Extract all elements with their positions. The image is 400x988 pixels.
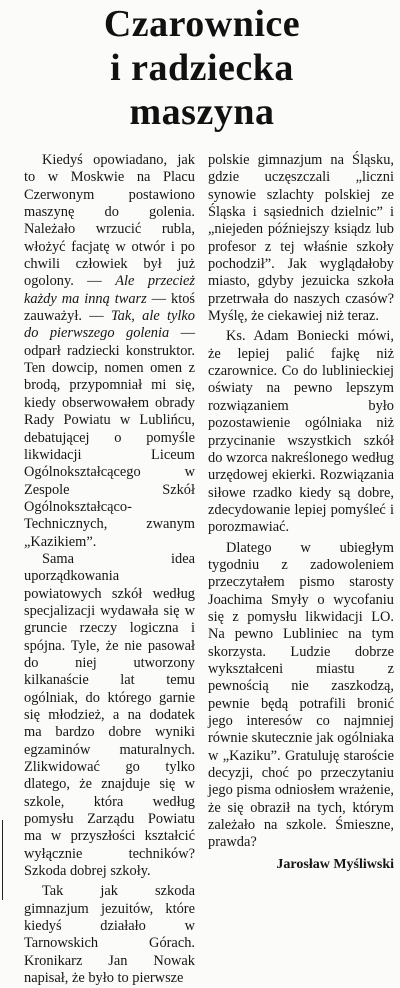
article-column-right	[208, 152, 394, 873]
paragraph: Dlatego w ubiegłym tygodniu z zadowoleniem przeczytałem pismo starosty Joachima Smyły o wycofaniu się z pomysłu likwidacji LO. Na pewno Lubliniec na tym skorzysta. Ludzie dobrze wykształceni miastu z pewnością nie zaszkodzą, pewnie będą potrafili bronić jego interesów co najmniej równie skutecznie jak ogólniaka w „Kaziku”. Gratuluję staroście decyzji, choć po przeczytaniu jego pisma odniosłem wrażenie, że się obraził na tych, którym zależało na szkole. Śmieszne, prawda?	[208, 539, 394, 851]
text-run: — odparł radziecki konstruktor. Ten dowcip, nomen omen z brodą, przypomniał mi się, kiedy obserwowałem obrady Rady Powiatu w Lublińcu, debatującej o pomyśle likwidacji Liceum Ogólnokształcącego w Zespole Szkół Ogólnokształcąco-Technicznych, zwanym „Kazikiem”.	[24, 325, 195, 550]
paragraph: Tak jak szkoda gimnazjum jezuitów, które kiedyś działało w Tarnowskich Górach. Kronikarz Jan Nowak napisał, że było to pierwsze	[24, 883, 195, 987]
headline-line-2: i radziecka	[110, 47, 294, 89]
article-column-left	[24, 152, 195, 988]
paragraph: polskie gimnazjum na Śląsku, gdzie uczęszczali „liczni synowie szlachty polskiej ze Śląska i sąsiednich dzielnic” i „niejeden późniejszy ksiądz lub profesor z tej właśnie szkoły pochodził”. Jak wyglądałoby miasto, gdyby jezuicka szkoła przetrwała do naszych czasów? Myślę, że ciekawiej niż teraz.	[208, 152, 394, 325]
text-run: Kiedyś opowiadano, jak to w Moskwie na Placu Czerwonym postawiono maszynę do golenia. Należało wrzucić rubla, włożyć facjatę w otwór i po chwili człowiek był już ogolony. —	[24, 152, 195, 290]
quote-italic: Ale przecież każdy ma inną twarz	[24, 273, 195, 307]
headline-line-1: Czarownice	[103, 3, 301, 45]
quote-italic: Tak, ale tylko do pierwszego golenia	[24, 308, 195, 342]
article-headline	[12, 2, 392, 134]
paragraph: Sama idea uporządkowania powiatowych szkół według specjalizacji wydawała się w gruncie rzeczy logiczna i spójna. Tyle, że nie pasował do niej utworzony kilkanaście lat temu ogólniak, do którego garnie się młodzież, a na dodatek ma bardzo dobre wyniki egzaminów maturalnych. Zlikwidować go tylko dlatego, że znajduje się w szkole, która według pomysłu Zarządu Powiatu ma w przyszłości kształcić wyłącznie techników? Szkoda dobrej szkoły.	[24, 550, 195, 880]
paragraph	[24, 152, 195, 551]
author-signature: Jarosław Myśliwski	[276, 856, 394, 872]
paragraph: Ks. Adam Boniecki mówi, że lepiej palić fajkę niż czarownice. Co do lublinieckiej oświaty na pewno lepszym rozwiązaniem było pozostawienie ogólniaka niż przycinanie wszystkich szkół do wzorca nakreślonego według urzędowej ekierki. Rozwiązania siłowe rzadko kiedy są dobre, zdecydowanie lepiej pomyśleć i porozmawiać.	[208, 328, 394, 536]
margin-rule	[2, 820, 3, 900]
headline-line-3: maszyna	[129, 91, 275, 133]
text-run: — ktoś zauważył. —	[24, 290, 196, 325]
